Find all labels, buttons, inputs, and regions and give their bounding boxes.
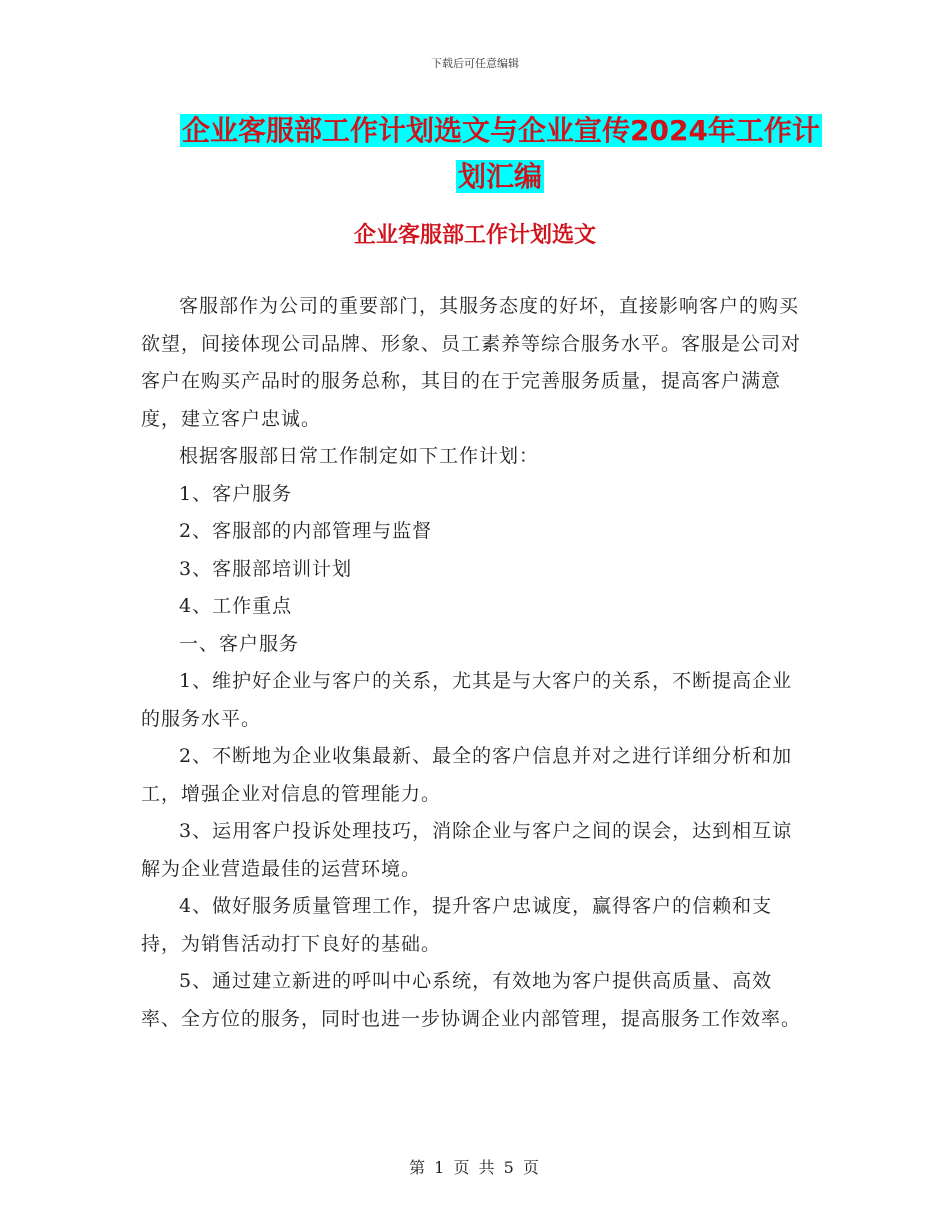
paragraph: 3、运用客户投诉处理技巧，消除企业与客户之间的误会，达到相互谅解为企业营造最佳的运营环境。: [141, 820, 793, 880]
document-title: [180, 108, 820, 200]
paragraph: 5、通过建立新进的呼叫中心系统，有效地为客户提供高质量、高效率、全方位的服务，同时也进一步协调企业内部管理，提高服务工作效率。: [141, 970, 802, 1030]
section-title: 企业客服部工作计划选文: [353, 223, 596, 248]
document-title-text: 企业客服部工作计划选文与企业宣传2024年工作计划汇编: [182, 114, 820, 193]
list-item: 1、客户服务: [179, 482, 293, 505]
header-note: 下载后可任意编辑: [431, 57, 519, 70]
paragraph: 客服部作为公司的重要部门，其服务态度的好坏，直接影响客户的购买欲望，间接体现公司品牌、形象、员工素养等综合服务水平。客服是公司对客户在购买产品时的服务总称，其目的在于完善服务质量，提高客户满意度，建立客户忠诚。: [141, 295, 802, 430]
paragraph: 1、维护好企业与客户的关系，尤其是与大客户的关系，不断提高企业的服务水平。: [141, 670, 793, 730]
document-body: [141, 288, 809, 1038]
paragraph: 2、不断地为企业收集最新、最全的客户信息并对之进行详细分析和加工，增强企业对信息的管理能力。: [141, 745, 793, 805]
list-item: 2、客服部的内部管理与监督: [179, 520, 433, 542]
list-item: 4、工作重点: [179, 595, 293, 617]
paragraph: 4、做好服务质量管理工作，提升客户忠诚度，赢得客户的信赖和支持，为销售活动打下良好的基础。: [141, 895, 773, 955]
list-item: 3、客服部培训计划: [179, 557, 353, 580]
page-number-footer: 第 1 页 共 5 页: [409, 1158, 541, 1177]
subsection-heading: 一、客户服务: [179, 632, 300, 655]
paragraph: 根据客服部日常工作制定如下工作计划：: [179, 445, 540, 467]
